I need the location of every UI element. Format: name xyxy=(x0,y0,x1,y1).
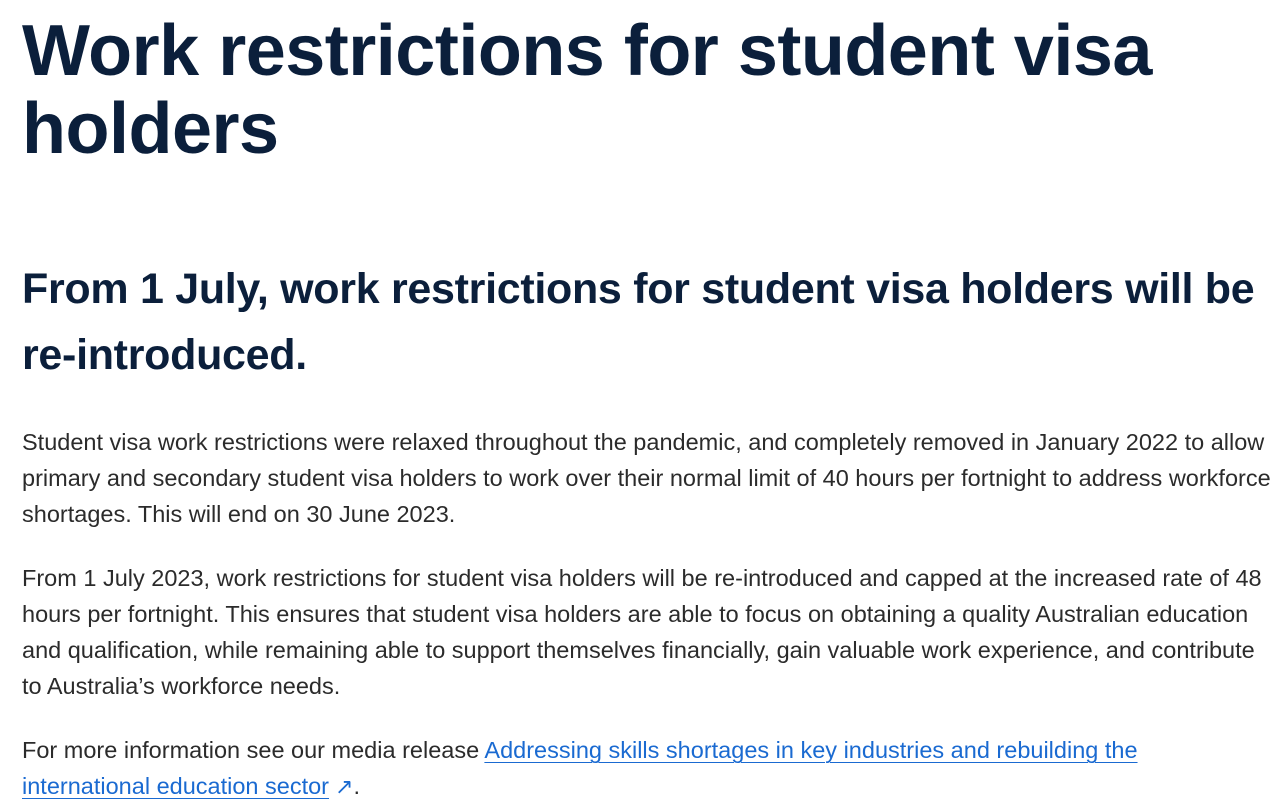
more-info-suffix: . xyxy=(353,773,360,799)
external-link-icon: ↗ xyxy=(335,774,354,799)
paragraph-more-information xyxy=(22,732,1272,805)
paragraph-restrictions-reintroduced: From 1 July 2023, work restrictions for student visa holders will be re-introduced and capped at the increased rate of 48 hours per fortnight. This ensures that student visa holders are able to focus on obtaining a quality Australian education and qualification, while remaining able to support themselves financially, gain valuable work experience, and contribute to Australia’s workforce needs. xyxy=(22,565,1262,699)
media-release-link-text: Addressing skills shortages in key industries and rebuilding the international education sector xyxy=(22,737,1138,799)
page-title: Work restrictions for student visa holders xyxy=(22,11,1152,169)
more-info-prefix: For more information see our media release xyxy=(22,737,485,763)
paragraph-pandemic-relaxation: Student visa work restrictions were relaxed throughout the pandemic, and completely removed in January 2022 to allow primary and secondary student visa holders to work over their normal limit of 40 hours per fortnight to address workforce shortages. This will end on 30 June 2023. xyxy=(22,429,1271,527)
section-heading: From 1 July, work restrictions for student visa holders will be re-introduced. xyxy=(22,265,1255,379)
main-content xyxy=(22,0,1272,805)
